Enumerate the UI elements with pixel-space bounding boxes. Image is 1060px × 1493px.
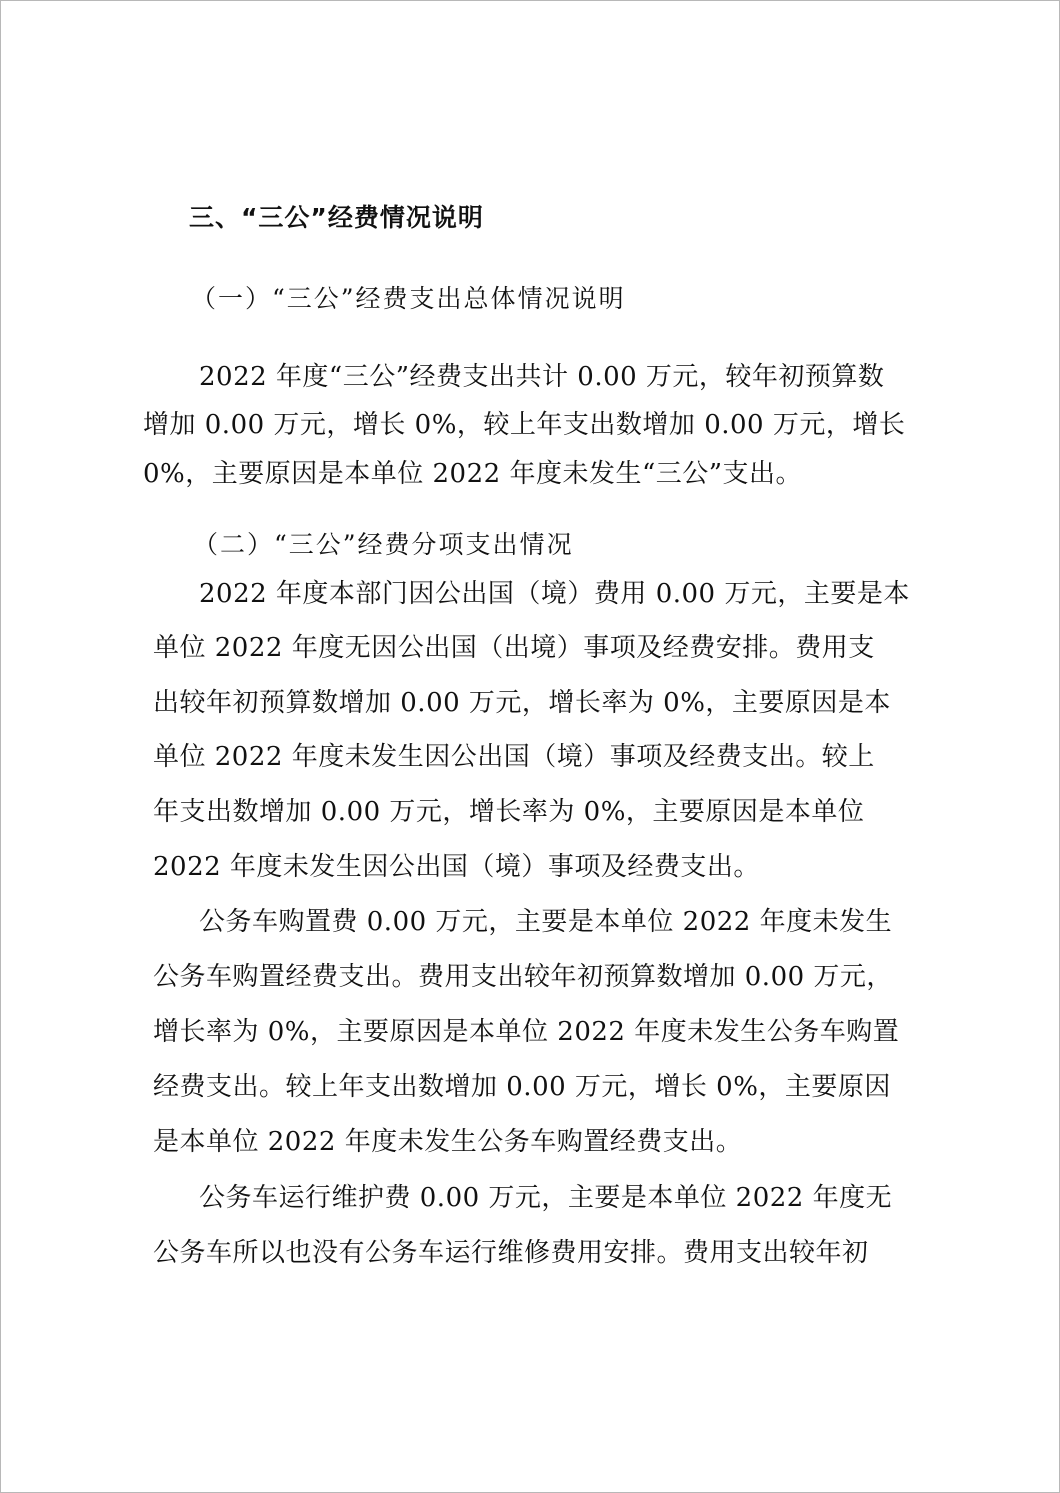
paragraph-line: 是本单位 2022 年度未发生公务车购置经费支出。 (153, 1127, 743, 1157)
paragraph-line: 公务车购置费 0.00 万元，主要是本单位 2022 年度未发生 (199, 907, 893, 937)
paragraph-line: 增加 0.00 万元，增长 0%，较上年支出数增加 0.00 万元，增长 (143, 410, 906, 440)
subsection-title-itemized: （二）“三公”经费分项支出情况 (193, 530, 574, 559)
paragraph-line: 公务车运行维护费 0.00 万元，主要是本单位 2022 年度无 (199, 1183, 893, 1213)
paragraph-line: 2022 年度未发生因公出国（境）事项及经费支出。 (153, 852, 760, 882)
paragraph-line: 经费支出。较上年支出数增加 0.00 万元，增长 0%，主要原因 (153, 1072, 891, 1102)
paragraph-line: 出较年初预算数增加 0.00 万元，增长率为 0%，主要原因是本 (153, 688, 891, 718)
paragraph-line: 单位 2022 年度未发生因公出国（境）事项及经费支出。较上 (153, 742, 875, 772)
paragraph-line: 增长率为 0%，主要原因是本单位 2022 年度未发生公务车购置 (153, 1017, 900, 1047)
paragraph-line: 2022 年度“三公”经费支出共计 0.00 万元，较年初预算数 (199, 362, 885, 392)
paragraph-line: 公务车所以也没有公务车运行维修费用安排。费用支出较年初 (153, 1238, 869, 1268)
paragraph-line: 年支出数增加 0.00 万元，增长率为 0%，主要原因是本单位 (153, 797, 865, 827)
subsection-title-overall: （一）“三公”经费支出总体情况说明 (191, 284, 626, 313)
section-heading: 三、“三公”经费情况说明 (189, 203, 484, 232)
paragraph-line: 公务车购置经费支出。费用支出较年初预算数增加 0.00 万元， (153, 962, 893, 992)
paragraph-line: 0%，主要原因是本单位 2022 年度未发生“三公”支出。 (143, 459, 803, 489)
paragraph-line: 2022 年度本部门因公出国（境）费用 0.00 万元，主要是本 (199, 579, 910, 609)
paragraph-line: 单位 2022 年度无因公出国（出境）事项及经费安排。费用支 (153, 633, 875, 663)
